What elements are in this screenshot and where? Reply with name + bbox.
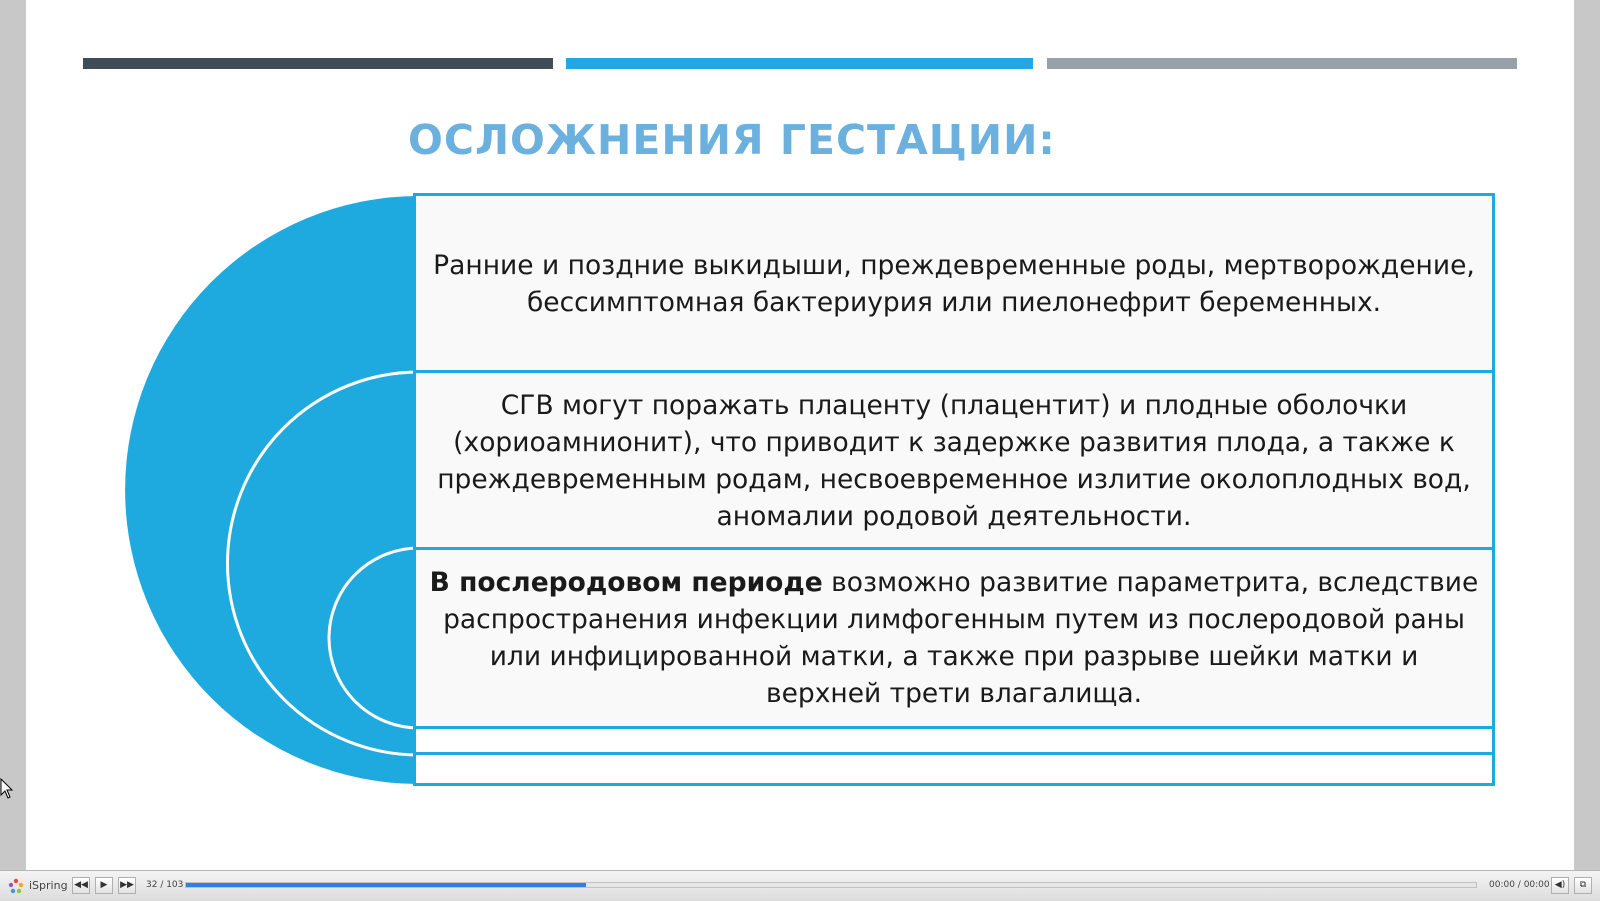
empty-band (413, 752, 1495, 786)
fullscreen-icon: ⧉ (1579, 880, 1587, 890)
card-text: Ранние и поздние выкидыши, преждевременные роды, мертворождение, бессимптомная бактериурия или пиелонефрит беременных. (433, 250, 1475, 318)
play-button[interactable] (95, 877, 113, 894)
progress-fill (186, 883, 586, 887)
progress-track[interactable] (185, 882, 1477, 888)
card-text: СГВ могут поражать плаценту (плацентит) и плодные оболочки (хориоамнионит), что приводит к задержке развития плода, а также к преждевременным родам, несвоевременное излитие околоплодных вод, аномалии родовой деятельности. (437, 390, 1471, 532)
prev-icon: ◀◀ (74, 880, 88, 890)
slide (26, 0, 1574, 870)
complication-card-2 (413, 370, 1495, 552)
volume-button[interactable] (1551, 877, 1569, 894)
player-bar (0, 870, 1600, 901)
complication-card-3 (413, 547, 1495, 729)
card-text-block (428, 564, 1480, 712)
time-display: 00:00 / 00:00 (1489, 880, 1550, 890)
volume-icon: ◀) (1554, 880, 1566, 890)
prev-button[interactable] (72, 877, 90, 894)
slide-counter: 32 / 103 (146, 880, 184, 890)
outer-half-disc (125, 196, 419, 784)
slide-title: ОСЛОЖНЕНИЯ ГЕСТАЦИИ: (408, 116, 1056, 164)
card-text-bold: В послеродовом периоде (429, 567, 823, 598)
mouse-cursor-icon (0, 778, 14, 800)
fullscreen-button[interactable] (1574, 877, 1592, 894)
play-icon: ▶ (100, 880, 108, 890)
logo-text: iSpring (29, 879, 68, 892)
next-button[interactable] (118, 877, 136, 894)
ispring-logo-icon (8, 878, 24, 894)
complication-card-1 (413, 193, 1495, 375)
card-text: возможно развитие параметрита, вследствие распространения инфекции лимфогенным путем из послеродовой раны или инфицированной матки, а также при разрыве шейки матки и верхней трети влагалища. (443, 567, 1479, 709)
next-icon: ▶▶ (120, 880, 134, 890)
